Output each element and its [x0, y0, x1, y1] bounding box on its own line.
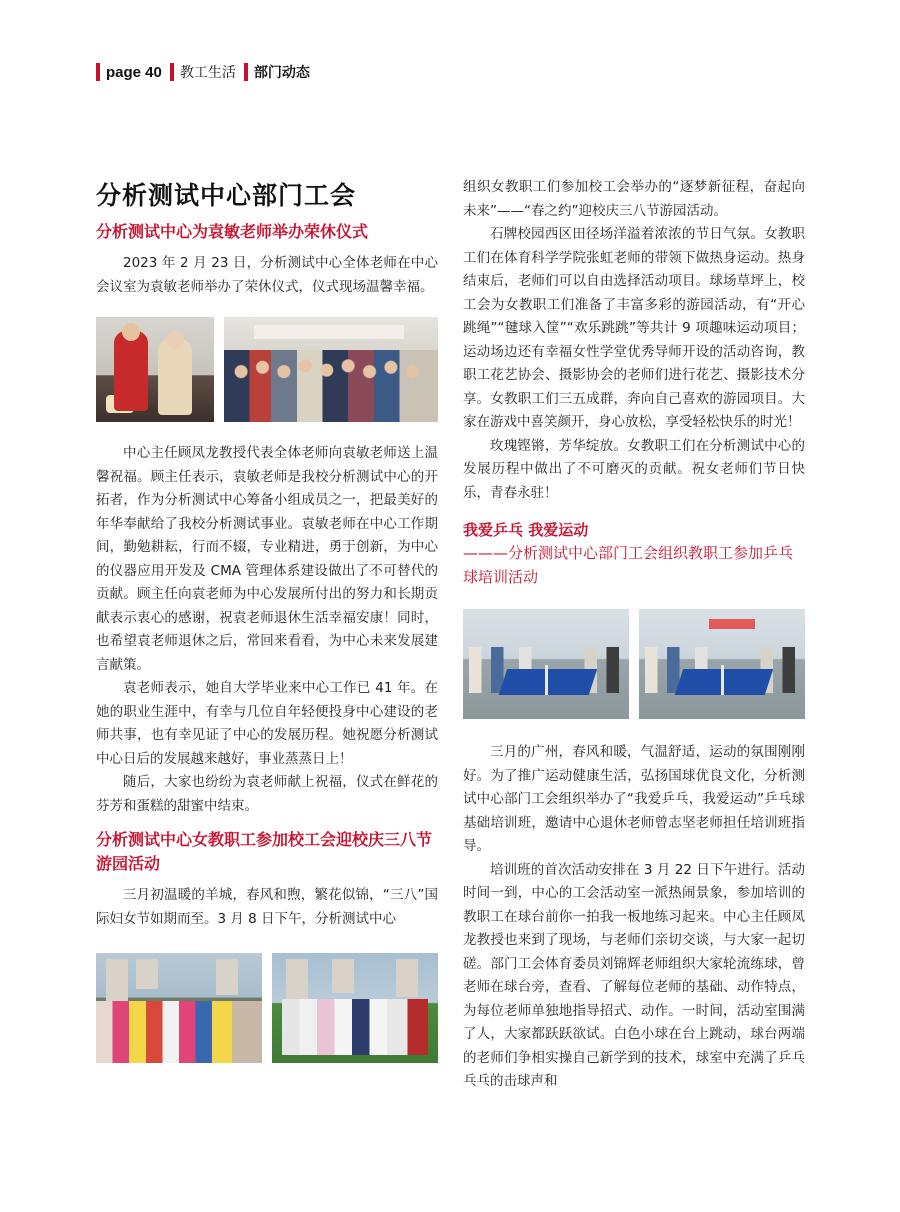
paragraph: 三月初温暖的羊城，春风和煦，繁花似锦，“三八”国际妇女节如期而至。3 月 8 日下午，分析测试中心	[96, 887, 438, 927]
photo-banner	[254, 325, 404, 339]
right-column	[463, 176, 805, 1094]
building-shape	[286, 959, 308, 1001]
womens-day-photo-1	[96, 953, 262, 1063]
group-crowd	[96, 1001, 262, 1063]
paragraph: 袁老师表示，她自大学毕业来中心工作已 41 年。在她的职业生涯中，有幸与几位自年轻便投身中心建设的老师共事，也有幸见证了中心的发展历程。她祝愿分析测试中心日后的发展越来越好，事业蒸蒸日上！	[96, 680, 438, 767]
womens-day-photo-2	[272, 953, 438, 1063]
page-number: page 40	[106, 63, 162, 81]
pingpong-photo-1	[463, 609, 629, 719]
section-title-womens-day: 分析测试中心女教职工参加校工会迎校庆三八节游园活动	[96, 830, 433, 873]
paragraph: 2023 年 2 月 23 日，分析测试中心全体老师在中心会议室为袁敏老师举办了荣休仪式，仪式现场温馨幸福。	[96, 255, 438, 295]
page-header	[96, 62, 310, 82]
header-bar	[96, 63, 100, 81]
section-subtitle-pingpong: ———分析测试中心部门工会组织教职工参加乒乓球培训活动	[463, 544, 794, 586]
person-head-shape	[122, 323, 140, 341]
wall-sign	[709, 619, 755, 629]
pingpong-photo-2	[639, 609, 805, 719]
pingpong-table-shape	[675, 669, 773, 695]
paragraph: 组织女教职工们参加校工会举办的“逐梦新征程，奋起向未来”——“春之约”迎校庆三八节游园活动。	[463, 179, 805, 219]
group-crowd	[282, 999, 428, 1055]
header-bar	[170, 63, 174, 81]
photo-row-retirement	[96, 317, 438, 422]
building-shape	[396, 959, 418, 997]
person-shape	[114, 331, 148, 411]
person-shape	[158, 339, 192, 415]
person-head-shape	[166, 331, 184, 349]
paragraph: 随后，大家也纷纷为袁老师献上祝福，仪式在鲜花的芬芳和蛋糕的甜蜜中结束。	[96, 774, 438, 814]
article-title: 分析测试中心部门工会	[96, 181, 357, 210]
section-title-retirement: 分析测试中心为袁敏老师举办荣休仪式	[96, 222, 369, 241]
retirement-photo-2	[224, 317, 438, 422]
building-shape	[136, 959, 158, 989]
building-shape	[216, 959, 238, 995]
paragraph: 中心主任顾凤龙教授代表全体老师向袁敏老师送上温馨祝福。顾主任表示，袁敏老师是我校分析测试中心的开拓者，作为分析测试中心筹备小组成员之一，把最美好的年华奉献给了我校分析测试事业。袁敏老师在中心工作期间，勤勉耕耘，行而不辍，专业精进，勇于创新，为中心的仪器应用开发及 CMA 管理体系建设做出了不可替代的贡献。顾主任向袁老师为中心发展所付出的努力和长期贡献表示衷心的感谢，祝袁老师退休生活幸福安康！同时，也希望袁老师退休之后，常回来看看，为中心未来发展建言献策。	[96, 445, 438, 673]
photo-row-womens-day	[96, 953, 438, 1063]
building-shape	[106, 959, 128, 1001]
section-name: 教工生活	[179, 65, 236, 81]
pingpong-net-shape	[545, 665, 548, 695]
building-shape	[332, 959, 354, 993]
section-title-pingpong: 我爱乒乓 我爱运动	[463, 521, 589, 539]
paragraph: 培训班的首次活动安排在 3 月 22 日下午进行。活动时间一到，中心的工会活动室一派热闹景象，参加培训的教职工在球台前你一拍我一板地练习起来。中心主任顾凤龙教授也来到了现场，与老师们亲切交谈，与大家一起切磋。部门工会体育委员刘锦辉老师组织大家轮流练球，曾老师在球台旁，查看、了解每位老师的基础、动作特点，为每位老师单独地指导招式、动作。一时间，活动室围满了人，大家都跃跃欲试。白色小球在台上跳动，球台两端的老师们争相实操自己新学到的技术，球室中充满了乒乓乓乓的击球声和	[463, 861, 805, 1089]
retirement-photo-1	[96, 317, 214, 422]
pingpong-net-shape	[721, 665, 724, 695]
paragraph: 三月的广州，春风和暖，气温舒适，运动的氛围刚刚好。为了推广运动健康生活，弘扬国球优良文化，分析测试中心部门工会组织举办了“我爱乒乓，我爱运动”乒乓球基础培训班，邀请中心退休老师曾志坚老师担任培训班指导。	[463, 744, 805, 854]
left-column	[96, 176, 438, 1083]
paragraph: 玫瑰铿锵，芳华绽放。女教职工们在分析测试中心的发展历程中做出了不可磨灭的贡献。祝女老师们节日快乐，青春永驻！	[463, 437, 805, 501]
pingpong-table-shape	[499, 669, 597, 695]
header-bar	[244, 63, 248, 81]
subsection-name: 部门动态	[253, 65, 310, 81]
photo-row-pingpong	[463, 609, 805, 719]
paragraph: 石牌校园西区田径场洋溢着浓浓的节日气氛。女教职工们在体育科学学院张虹老师的带领下做热身运动。热身结束后，老师们可以自由选择活动项目。球场草坪上，校工会为女教职工们准备了丰富多彩的游园活动，有“开心跳绳”“毽球入筐”“欢乐跳跳”等共计 9 项趣味运动项目；运动场边还有幸福女性学堂优秀导师开设的活动咨询，教职工花艺协会、摄影协会的老师们进行花艺、摄影技术分享。女教职工们三五成群，奔向自己喜欢的游园项目。大家在游戏中喜笑颜开，身心放松，享受轻松快乐的时光！	[463, 226, 805, 430]
group-crowd	[224, 350, 438, 422]
